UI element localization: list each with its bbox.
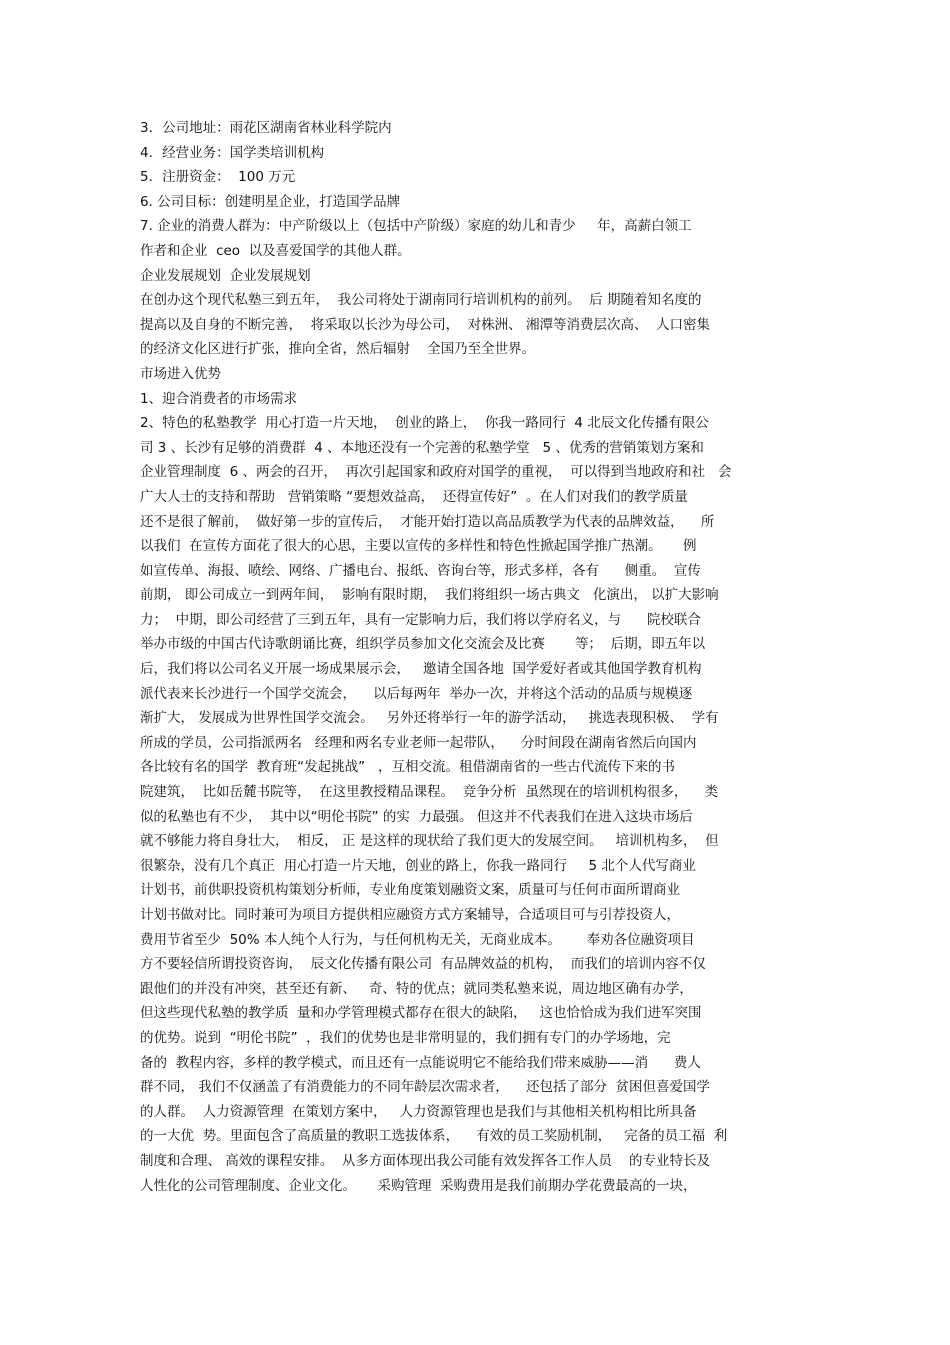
text-line: 群不同， 我们不仅涵盖了有消费能力的不同年龄层次需求者， 还包括了部分 贫困但喜爱国学 — [140, 1079, 711, 1096]
text-line: 各比较有名的国学 教育班“发起挑战” ，互相交流。租借湖南省的一些古代流传下来的书 — [140, 759, 675, 776]
text-line: 5．注册资金： 100 万元 — [140, 169, 296, 186]
text-line: 广大人士的支持和帮助 营销策略 “要想效益高， 还得宣传好” 。在人们对我们的教学质量 — [140, 488, 688, 505]
text-line: 制度和合理、 高效的课程安排。 从多方面体现出我公司能有效发挥各工作人员 的专业特长及 — [140, 1152, 711, 1169]
text-line: 前期， 即公司成立一到两年间， 影响有限时期， 我们将组织一场古典文 化演出， 以扩大影响 — [140, 587, 719, 604]
document-body — [140, 116, 812, 1198]
text-line: 7. 企业的消费人群为：中产阶级以上（包括中产阶级）家庭的幼儿和青少 年，高薪白领工 — [140, 218, 692, 235]
text-line: 作者和企业 ceo 以及喜爱国学的其他人群。 — [140, 242, 411, 259]
text-line: 在创办这个现代私塾三到五年， 我公司将处于湖南同行培训机构的前列。 后 期随着知名度的 — [140, 292, 702, 309]
text-line: 的人群。 人力资源管理 在策划方案中， 人力资源管理也是我们与其他相关机构相比所具备 — [140, 1103, 697, 1120]
text-line: 1、迎合消费者的市场需求 — [140, 390, 298, 407]
text-line: 4．经营业务：国学类培训机构 — [140, 144, 325, 161]
text-line: 跟他们的并没有冲突，甚至还有新、 奇、特的优点；就同类私塾来说，周边地区确有办学， — [140, 980, 693, 997]
text-line: 6. 公司目标：创建明星企业，打造国学品牌 — [140, 193, 401, 210]
text-line: 企业管理制度 6 、两会的召开， 再次引起国家和政府对国学的重视， 可以得到当地政府和社 会 — [140, 464, 732, 481]
text-line: 的优势。说到 “明伦书院” ，我们的优势也是非常明显的，我们拥有专门的办学场地，完 — [140, 1029, 671, 1046]
text-line: 计划书做对比。同时兼可为项目方提供相应融资方式方案辅导，合适项目可与引荐投资人， — [140, 907, 680, 923]
text-line: 举办市级的中国古代诗歌朗诵比赛，组织学员参加文化交流会及比赛 等； 后期，即五年以 — [140, 636, 706, 653]
text-line: 以我们 在宣传方面花了很大的心思，主要以宣传的多样性和特色性掀起国学推广热潮。 例 — [140, 538, 697, 555]
section-heading: 市场进入优势 — [140, 365, 221, 382]
section-heading: 企业发展规划 企业发展规划 — [140, 267, 311, 284]
text-line: 但这些现代私塾的教学质 量和办学管理模式都存在很大的缺陷， 这也恰恰成为我们进军突围 — [140, 1005, 702, 1022]
text-line: 派代表来长沙进行一个国学交流会， 以后每两年 举办一次，并将这个活动的品质与规模逐 — [140, 685, 693, 702]
text-line: 费用节省至少 50% 本人纯个人行为，与任何机构无关，无商业成本。 奉劝各位融资项目 — [140, 931, 695, 948]
text-line: 司 3 、长沙有足够的消费群 4 、本地还没有一个完善的私塾学堂 5 、优秀的营销策划方案和 — [140, 439, 704, 456]
text-line: 2、特色的私塾教学 用心打造一片天地， 创业的路上， 你我一路同行 4 北辰文化传播有限公 — [140, 415, 709, 432]
text-line: 备的 教程内容，多样的教学模式，而且还有一点能说明它不能给我们带来威胁——消 费人 — [140, 1054, 701, 1071]
text-line: 的一大优 势。里面包含了高质量的教职工选拔体系， 有效的员工奖励机制， 完备的员工福 利 — [140, 1128, 728, 1145]
text-line: 很繁杂，没有几个真正 用心打造一片天地，创业的路上，你我一路同行 5 北个人代写商业 — [140, 857, 696, 874]
text-line: 人性化的公司管理制度、企业文化。 采购管理 采购费用是我们前期办学花费最高的一块， — [140, 1177, 697, 1194]
text-line: 计划书，前供职投资机构策划分析师，专业角度策划融资文案，质量可与任何市面所谓商业 — [140, 882, 680, 899]
text-line: 似的私塾也有不少， 其中以“明伦书院” 的实 力最强。 但这并不代表我们在进入这块市场后 — [140, 808, 693, 825]
text-line: 方不要轻信所谓投资咨询， 辰文化传播有限公司 有品牌效益的机构， 而我们的培训内容不仅 — [140, 956, 706, 973]
text-line: 还不是很了解前， 做好第一步的宣传后， 才能开始打造以高品质教学为代表的品牌效益， 所 — [140, 513, 715, 530]
text-line: 所成的学员，公司指派两名 经理和两名专业老师一起带队， 分时间段在湖南省然后向国内 — [140, 734, 697, 751]
text-line: 如宣传单、海报、喷绘、网络、广播电台、报纸、咨询台等，形式多样，各有 侧重。 宣传 — [140, 562, 701, 579]
text-line: 渐扩大， 发展成为世界性国学交流会。 另外还将举行一年的游学活动， 挑选表现积极、 学有 — [140, 710, 719, 727]
text-line: 院建筑， 比如岳麓书院等， 在这里教授精品课程。 竞争分析 虽然现在的培训机构很多， 类 — [140, 784, 718, 801]
text-line: 的经济文化区进行扩张，推向全省，然后辐射 全国乃至全世界。 — [140, 341, 536, 358]
text-line: 后，我们将以公司名义开展一场成果展示会， 邀请全国各地 国学爱好者或其他国学教育机构 — [140, 661, 702, 678]
text-line: 力； 中期，即公司经营了三到五年，具有一定影响力后，我们将以学府名义，与 院校联合 — [140, 611, 701, 628]
text-line: 提高以及自身的不断完善， 将采取以长沙为母公司， 对株洲、 湘潭等消费层次高、 人口密集 — [140, 316, 711, 333]
text-line: 就不够能力将自身壮大， 相反， 正 是这样的现状给了我们更大的发展空间。 培训机构多， 但 — [140, 833, 719, 850]
text-line: 3．公司地址：雨花区湖南省林业科学院内 — [140, 120, 392, 136]
